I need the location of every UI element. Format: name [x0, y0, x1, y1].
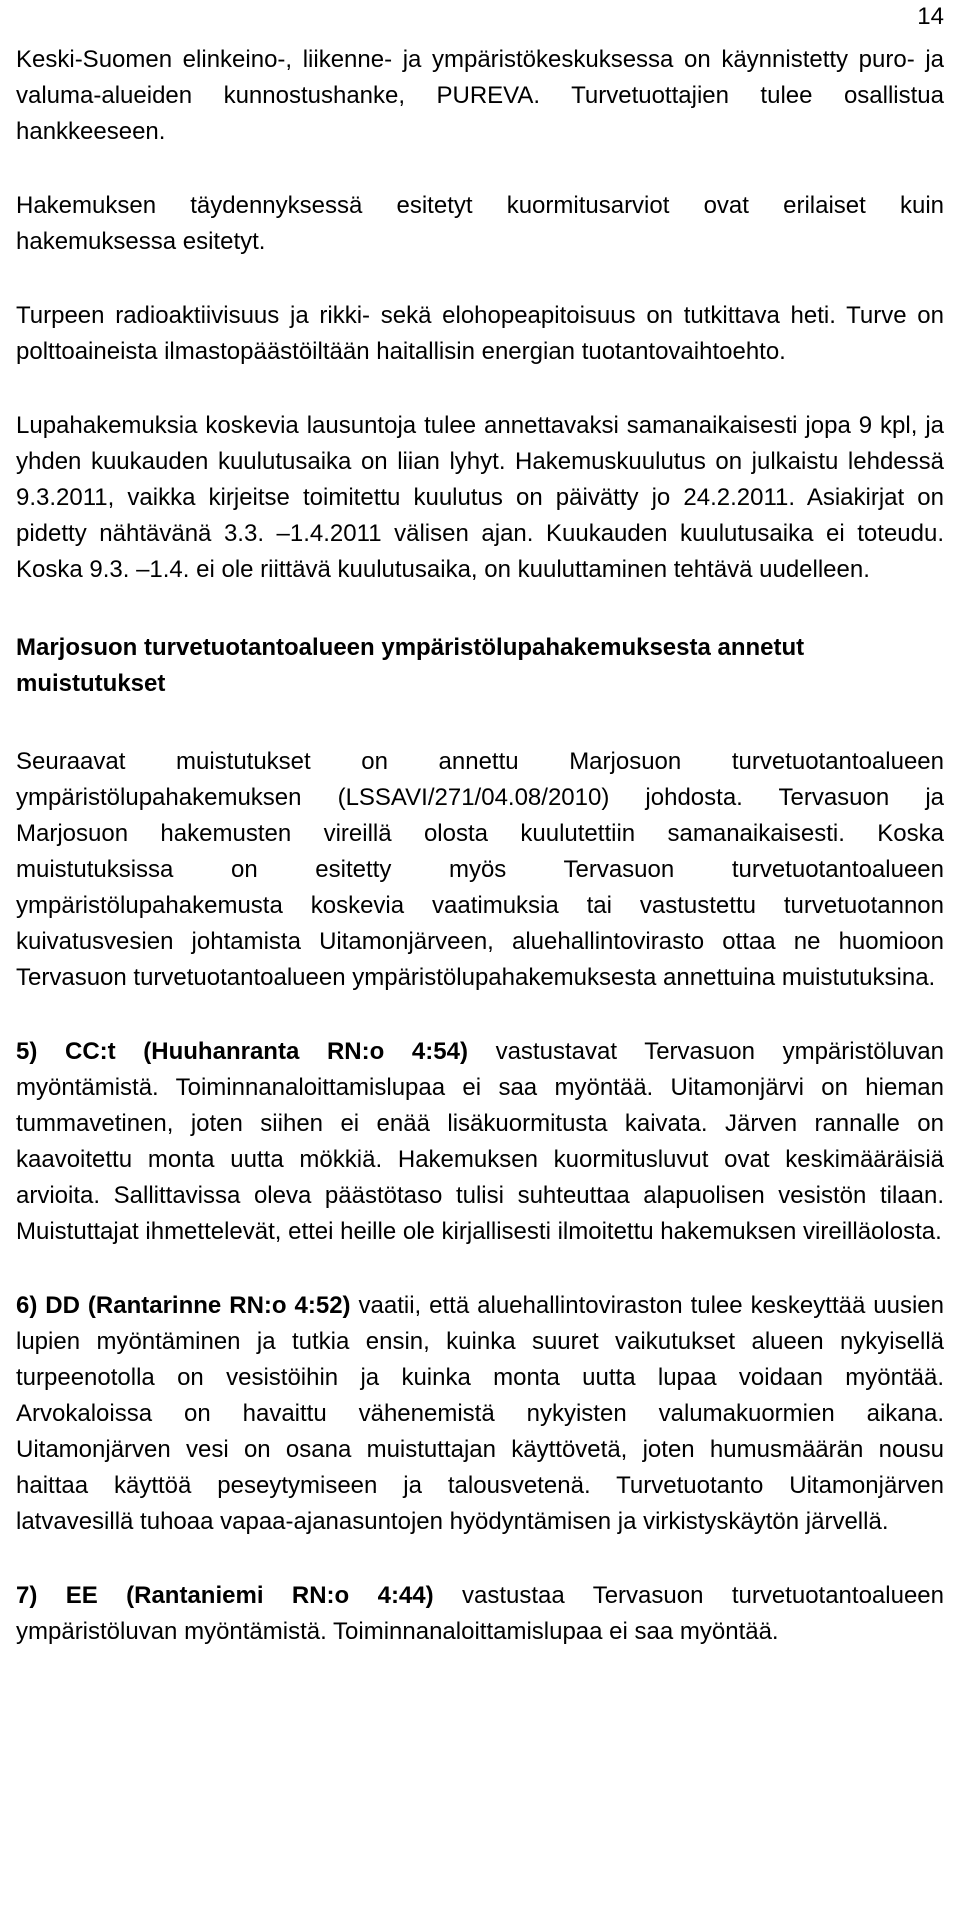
- paragraph-muistutus-6: [16, 1288, 944, 1540]
- muistutus-5-text: vastustavat Tervasuon ympäristöluvan myöntämistä. Toiminnanaloittamislupaa ei saa myöntää. Uitamonjärvi on hieman tummavetinen, joten siihen ei enää lisäkuormitusta kaivata. Järven rannalle on kaavoitettu monta uutta mökkiä. Hakemuksen kuormitusluvut ovat keskimääräisiä arvioita. Sallittavissa oleva päästötaso tulisi suhteuttaa alapuolisen vesistön tilaan. Muistuttajat ihmettelevät, ettei heille ole kirjallisesti ilmoitettu hakemuksen vireilläolosta.: [16, 1038, 944, 1245]
- paragraph-kuormitusarviot: Hakemuksen täydennyksessä esitetyt kuormitusarviot ovat erilaiset kuin hakemuksessa esitetyt.: [16, 192, 944, 255]
- paragraph-kuulutusaika: Lupahakemuksia koskevia lausuntoja tulee annettavaksi samanaikaisesti jopa 9 kpl, ja yhden kuukauden kuulutusaika on liian lyhyt. Hakemuskuulutus on julkaistu lehdessä 9.3.2011, vaikka kirjeitse toimitettu kuulutus on päivätty jo 24.2.2011. Asiakirjat on pidetty nähtävänä 3.3. –1.4.2011 välisen ajan. Kuukauden kuulutusaika ei toteudu. Koska 9.3. –1.4. ei ole riittävä kuulutusaika, on kuuluttaminen tehtävä uudelleen.: [16, 412, 944, 583]
- muistuttaja-7-label: 7) EE (Rantaniemi RN:o 4:44): [16, 1582, 434, 1609]
- page-content: [16, 42, 944, 1650]
- paragraph-muistutus-7: [16, 1578, 944, 1650]
- section-heading: Marjosuon turvetuotantoalueen ympäristölupahakemuksesta annetut muistutukset: [16, 634, 805, 697]
- muistuttaja-5-label: 5) CC:t (Huuhanranta RN:o 4:54): [16, 1038, 468, 1065]
- paragraph-muistutukset-intro: Seuraavat muistutukset on annettu Marjosuon turvetuotantoalueen ympäristölupahakemuksen (LSSAVI/271/04.08/2010) johdosta. Tervasuon ja Marjosuon hakemusten vireillä olosta kuulutettiin samanaikaisesti. Koska muistutuksissa on esitetty myös Tervasuon turvetuotantoalueen ympäristölupahakemusta koskevia vaatimuksia tai vastustettu turvetuotannon kuivatusvesien johtamista Uitamonjärveen, aluehallintovirasto ottaa ne huomioon Tervasuon turvetuotantoalueen ympäristölupahakemuksesta annettuina muistutuksina.: [16, 748, 944, 991]
- paragraph-pureva: Keski-Suomen elinkeino-, liikenne- ja ympäristökeskuksessa on käynnistetty puro- ja valuma-alueiden kunnostushanke, PUREVA. Turvetuottajien tulee osallistua hankkeeseen.: [16, 46, 944, 145]
- muistuttaja-6-label: 6) DD (Rantarinne RN:o 4:52): [16, 1292, 351, 1319]
- muistutus-7-text: vastustaa Tervasuon turvetuotantoalueen ympäristöluvan myöntämistä. Toiminnanaloittamislupaa ei saa myöntää.: [16, 1582, 944, 1645]
- paragraph-radioaktiivisuus: Turpeen radioaktiivisuus ja rikki- sekä elohopeapitoisuus on tutkittava heti. Turve on polttoaineista ilmastopäästöiltään haitallisin energian tuotantovaihtoehto.: [16, 302, 944, 365]
- page-number: 14: [917, 3, 944, 30]
- paragraph-muistutus-5: [16, 1034, 944, 1250]
- muistutus-6-text: vaatii, että aluehallintoviraston tulee keskeyttää uusien lupien myöntäminen ja tutkia ensin, kuinka suuret vaikutukset alueen nykyisellä turpeenotolla on vesistöihin ja kuinka monta uutta lupaa voidaan myöntää. Arvokaloissa on havaittu vähenemistä nykyisten valumakuormien aikana. Uitamonjärven vesi on osana muistuttajan käyttövetä, joten humusmäärän nousu haittaa käyttöä peseytymiseen ja talousvetenä. Turvetuotanto Uitamonjärven latvavesillä tuhoaa vapaa-ajanasuntojen hyödyntämisen ja virkistyskäytön järvellä.: [16, 1292, 944, 1535]
